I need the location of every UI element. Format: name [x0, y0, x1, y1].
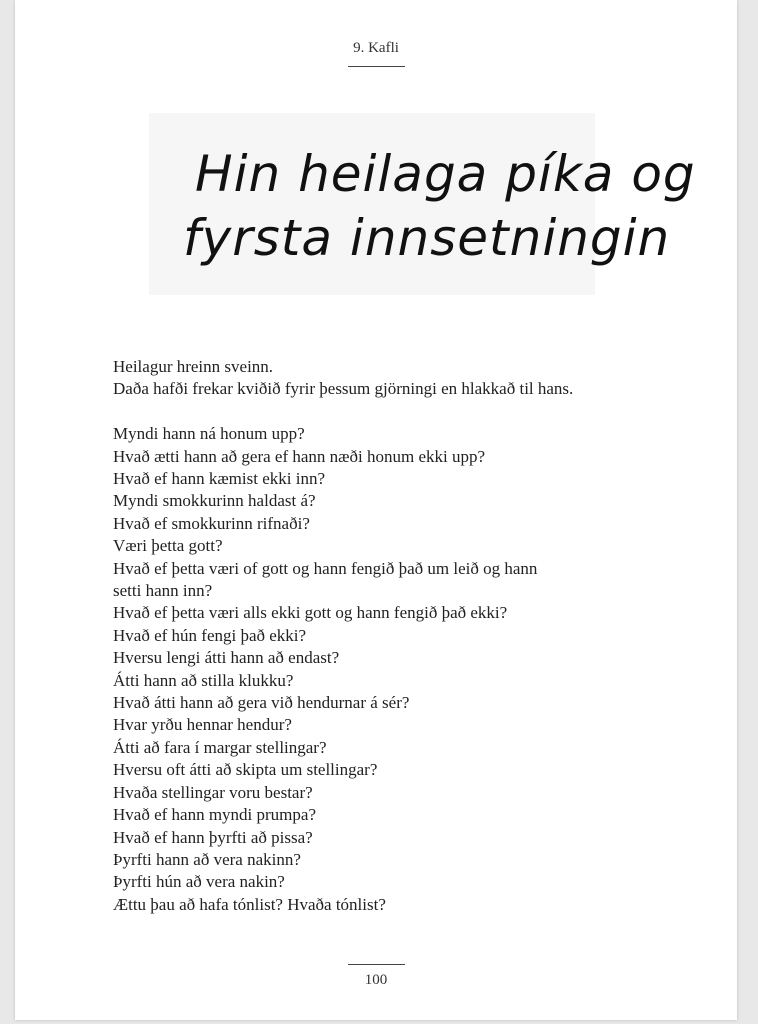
text-line: Hvar yrðu hennar hendur? — [113, 715, 292, 735]
paragraph-break — [113, 401, 673, 423]
text-line: Daða hafði frekar kviðið fyrir þessum gjörningi en hlakkað til hans. — [113, 379, 574, 399]
title-line-2: fyrsta innsetningin — [183, 209, 671, 267]
text-line: Hversu lengi átti hann að endast? — [113, 648, 340, 668]
text-line: Myndi smokkurinn haldast á? — [113, 491, 316, 511]
chapter-title-image — [149, 113, 696, 295]
chapter-heading: 9. Kafli — [353, 40, 399, 56]
book-page — [15, 0, 737, 1020]
text-line: Ættu þau að hafa tónlist? Hvaða tónlist? — [113, 894, 386, 914]
text-line: Heilagur hreinn sveinn. — [113, 357, 274, 376]
page-number: 100 — [364, 972, 388, 988]
handwritten-title — [149, 113, 696, 295]
text-line: setti hann inn? — [113, 581, 213, 601]
text-line: Hvað ef hún fengi það ekki? — [113, 625, 307, 645]
text-line: Hvað ef hann myndi prumpa? — [113, 805, 316, 825]
text-line: Væri þetta gott? — [113, 536, 223, 556]
text-line: Myndi hann ná honum upp? — [113, 424, 305, 444]
text-line: Hvað átti hann að gera við hendurnar á sér? — [113, 693, 410, 713]
text-line: Hvað ef þetta væri alls ekki gott og hann fengið það ekki? — [113, 603, 508, 623]
text-line: Hvað ef hann þyrfti að pissa? — [113, 827, 313, 847]
text-line: Þyrfti hann að vera nakinn? — [113, 849, 301, 869]
title-line-1: Hin heilaga píka og — [195, 145, 696, 203]
text-line: Hvað ef þetta væri of gott og hann fengið það um leið og hann — [113, 558, 538, 578]
text-line: Hvaða stellingar voru bestar? — [113, 782, 313, 802]
text-line: Hvað ef smokkurinn rifnaði? — [113, 513, 310, 533]
text-line: Átti að fara í margar stellingar? — [113, 737, 327, 757]
text-line: Átti hann að stilla klukku? — [113, 670, 294, 690]
page-number-rule — [348, 964, 405, 965]
chapter-underline — [348, 66, 405, 67]
text-line: Hversu oft átti að skipta um stellingar? — [113, 760, 378, 780]
text-line: Hvað ef hann kæmist ekki inn? — [113, 469, 325, 489]
chapter-body — [113, 356, 673, 916]
text-line: Hvað ætti hann að gera ef hann næði honum ekki upp? — [113, 446, 486, 466]
text-line: Þyrfti hún að vera nakin? — [113, 872, 285, 892]
